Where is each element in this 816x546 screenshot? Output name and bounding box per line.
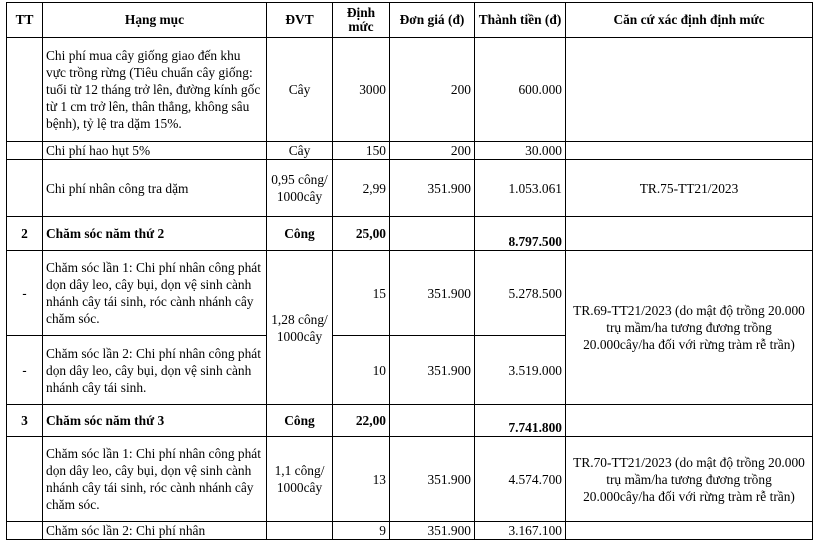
qty-cell: 13 — [333, 437, 390, 522]
qty-cell: 22,00 — [333, 405, 390, 437]
table-row — [7, 251, 813, 336]
header-thanh-tien: Thành tiền (đ) — [475, 3, 566, 38]
header-hang-muc: Hạng mục — [43, 3, 267, 38]
header-can-cu: Căn cứ xác định định mức — [566, 3, 813, 38]
header-dinh-muc: Định mức — [333, 3, 390, 38]
qty-cell: 10 — [333, 336, 390, 405]
unit-cell: 0,95 công/ 1000cây — [267, 160, 333, 217]
item-cell: Chăm sóc lần 2: Chi phí nhân công phát dọn dây leo, cây bụi, dọn vệ sinh cành nhánh cây tái sinh. — [43, 336, 267, 405]
section-title: Chăm sóc năm thứ 3 — [43, 405, 267, 437]
header-row — [7, 3, 813, 38]
qty-cell: 2,99 — [333, 160, 390, 217]
section-number: 3 — [7, 405, 43, 437]
header-don-gia: Đơn giá (đ) — [390, 3, 475, 38]
amount-cell: 3.167.100 — [475, 522, 566, 540]
item-cell: Chi phí nhân công tra dặm — [43, 160, 267, 217]
unit-cell: Cây — [267, 38, 333, 142]
amount-cell: 1.053.061 — [475, 160, 566, 217]
item-cell: Chi phí hao hụt 5% — [43, 142, 267, 160]
header-tt: TT — [7, 3, 43, 38]
section-number: 2 — [7, 217, 43, 251]
basis-cell: TR.70-TT21/2023 (do mật độ trồng 20.000 trụ mầm/ha tương đương trồng 20.000cây/ha đối với rừng tràm rễ trần) — [566, 437, 813, 522]
amount-cell: 7.741.800 — [475, 405, 566, 437]
price-cell: 351.900 — [390, 160, 475, 217]
qty-cell: 3000 — [333, 38, 390, 142]
table-row — [7, 38, 813, 142]
price-cell: 351.900 — [390, 251, 475, 336]
section-row — [7, 405, 813, 437]
cost-estimate-table — [6, 2, 813, 540]
amount-cell: 4.574.700 — [475, 437, 566, 522]
basis-cell: TR.75-TT21/2023 — [566, 160, 813, 217]
row-marker: - — [7, 336, 43, 405]
section-row — [7, 217, 813, 251]
item-cell: Chăm sóc lần 1: Chi phí nhân công phát dọn dây leo, cây bụi, dọn vệ sinh cành nhánh cây tái sinh, róc cành nhánh cây chăm sóc. — [43, 251, 267, 336]
qty-cell: 15 — [333, 251, 390, 336]
unit-cell: Công — [267, 405, 333, 437]
table-row — [7, 437, 813, 522]
section-title: Chăm sóc năm thứ 2 — [43, 217, 267, 251]
amount-cell: 5.278.500 — [475, 251, 566, 336]
amount-cell: 8.797.500 — [475, 217, 566, 251]
qty-cell: 9 — [333, 522, 390, 540]
amount-cell: 600.000 — [475, 38, 566, 142]
amount-cell: 3.519.000 — [475, 336, 566, 405]
unit-cell: Cây — [267, 142, 333, 160]
price-cell: 200 — [390, 38, 475, 142]
item-cell: Chi phí mua cây giống giao đến khu vực trồng rừng (Tiêu chuẩn cây giống: tuổi từ 12 tháng trở lên, đường kính gốc từ 1 cm trở lên, thân thẳng, không sâu bệnh), tỷ lệ tra dặm 15%. — [43, 38, 267, 142]
qty-cell: 25,00 — [333, 217, 390, 251]
qty-cell: 150 — [333, 142, 390, 160]
amount-cell: 30.000 — [475, 142, 566, 160]
price-cell: 351.900 — [390, 522, 475, 540]
table-row — [7, 160, 813, 217]
table-row — [7, 142, 813, 160]
row-marker: - — [7, 251, 43, 336]
price-cell: 200 — [390, 142, 475, 160]
unit-cell: Công — [267, 217, 333, 251]
price-cell: 351.900 — [390, 437, 475, 522]
unit-cell: 1,1 công/ 1000cây — [267, 437, 333, 522]
unit-cell: 1,28 công/ 1000cây — [267, 251, 333, 405]
item-cell: Chăm sóc lần 2: Chi phí nhân — [43, 522, 267, 540]
price-cell: 351.900 — [390, 336, 475, 405]
basis-cell: TR.69-TT21/2023 (do mật độ trồng 20.000 trụ mầm/ha tương đương trồng 20.000cây/ha đối với rừng tràm rễ trần) — [566, 251, 813, 405]
header-dvt: ĐVT — [267, 3, 333, 38]
item-cell: Chăm sóc lần 1: Chi phí nhân công phát dọn dây leo, cây bụi, dọn vệ sinh cành nhánh cây tái sinh, róc cành nhánh cây chăm sóc. — [43, 437, 267, 522]
table-row — [7, 522, 813, 540]
